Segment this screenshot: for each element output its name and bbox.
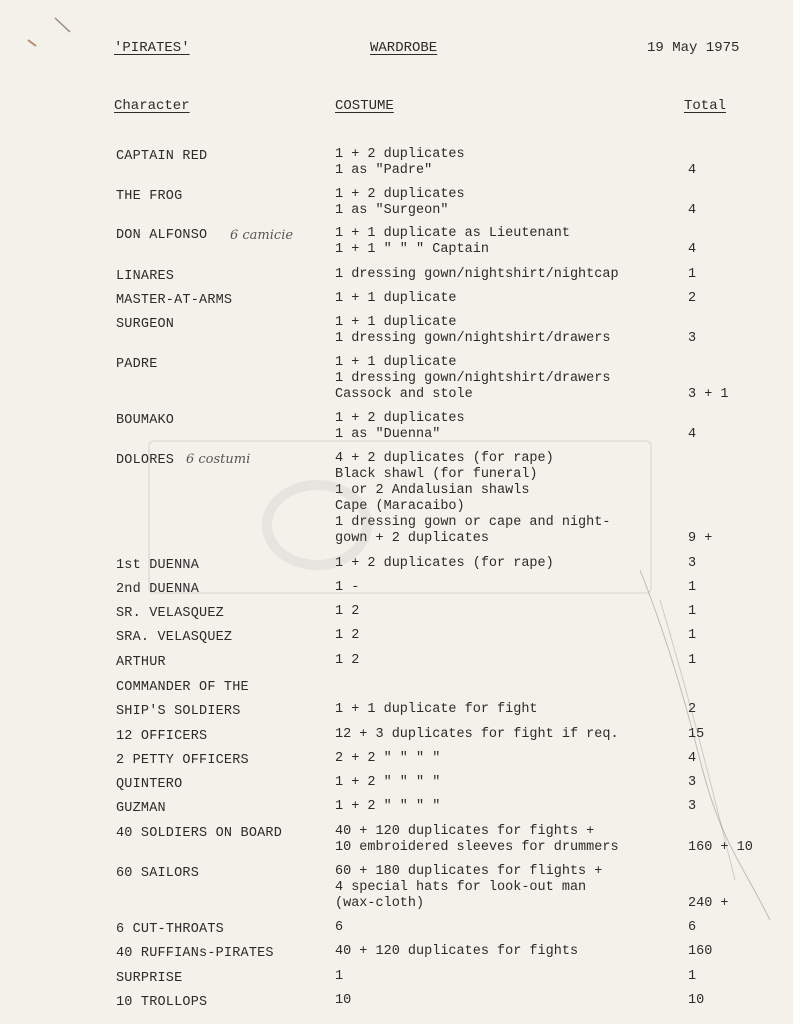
costume-line: 1 + 1 " " " Captain: [335, 242, 489, 257]
costume-line: 1 + 2 duplicates (for rape): [335, 556, 554, 571]
costume-total: 1: [688, 267, 697, 282]
costume-line: 1 dressing gown/nightshirt/drawers: [335, 371, 611, 386]
costume-total: 4: [688, 751, 697, 766]
costume-total: 1: [688, 653, 697, 668]
costume-line: gown + 2 duplicates: [335, 531, 489, 546]
character-name: 10 TROLLOPS: [116, 995, 208, 1010]
costume-description: [335, 920, 343, 936]
costume-line: Cape (Maracaibo): [335, 499, 465, 514]
character-name: DON ALFONSO: [116, 228, 208, 243]
character-name: GUZMAN: [116, 801, 166, 816]
costume-total: 3 + 1: [688, 387, 729, 402]
costume-line: 1 2: [335, 653, 360, 668]
costume-total: 3: [688, 775, 697, 790]
costume-total: 1: [688, 580, 697, 595]
costume-description: [335, 727, 619, 743]
costume-line: 1 -: [335, 580, 360, 595]
costume-line: 4 special hats for look-out man: [335, 880, 587, 895]
costume-description: [335, 864, 602, 912]
costume-description: [335, 775, 440, 791]
costume-total: 9 +: [688, 531, 713, 546]
character-name: SR. VELASQUEZ: [116, 606, 224, 621]
costume-line: 10 embroidered sleeves for drummers: [335, 840, 619, 855]
costume-line: 2 + 2 " " " ": [335, 751, 441, 766]
character-name: 60 SAILORS: [116, 866, 200, 881]
document-date: 19 May 1975: [647, 40, 740, 56]
character-name: 40 SOLDIERS ON BOARD: [116, 826, 283, 841]
costume-description: [335, 267, 619, 283]
costume-line: 1 + 2 duplicates: [335, 187, 465, 202]
column-header-total: Total: [684, 98, 727, 114]
costume-total: 4: [688, 163, 697, 178]
costume-line: 1 + 1 duplicate for fight: [335, 702, 538, 717]
costume-total: 1: [688, 604, 697, 619]
costume-description: [335, 969, 343, 985]
costume-total: 240 +: [688, 896, 729, 911]
character-name: BOUMAKO: [116, 413, 175, 428]
costume-line: 1 + 2 " " " ": [335, 799, 441, 814]
character-name: 6 CUT-THROATS: [116, 922, 224, 937]
costume-total: 4: [688, 203, 697, 218]
costume-line: 1: [335, 969, 344, 984]
character-name: LINARES: [116, 269, 175, 284]
character-name: 2 PETTY OFFICERS: [116, 753, 249, 768]
costume-total: 3: [688, 799, 697, 814]
costume-line: 1 + 1 duplicate: [335, 315, 457, 330]
character-name: 40 RUFFIANs-PIRATES: [116, 946, 274, 961]
costume-line: 1 + 2 duplicates: [335, 147, 465, 162]
costume-description: [335, 702, 538, 718]
costume-line: 6: [335, 920, 344, 935]
handwritten-note: 6 camicie: [230, 228, 294, 243]
section-title: WARDROBE: [370, 40, 438, 56]
costume-total: 2: [688, 702, 697, 717]
costume-description: [335, 451, 610, 547]
costume-description: [335, 226, 570, 258]
costume-description: [335, 580, 359, 596]
character-name: SURGEON: [116, 317, 175, 332]
costume-description: [335, 824, 619, 856]
character-name: SURPRISE: [116, 971, 183, 986]
costume-total: 4: [688, 242, 697, 257]
costume-total: 160: [688, 944, 713, 959]
character-name: DOLORES: [116, 453, 175, 468]
costume-description: [335, 751, 440, 767]
character-name: SRA. VELASQUEZ: [116, 630, 233, 645]
costume-description: [335, 556, 554, 572]
costume-description: [335, 628, 359, 644]
costume-line: 10: [335, 993, 352, 1008]
column-header-character: Character: [114, 98, 190, 114]
costume-total: 10: [688, 993, 705, 1008]
handwritten-note: 6 costumi: [186, 452, 251, 467]
costume-line: 1 + 1 duplicate: [335, 355, 457, 370]
costume-total: 3: [688, 331, 697, 346]
costume-total: 1: [688, 969, 697, 984]
costume-line: 4 + 2 duplicates (for rape): [335, 451, 554, 466]
costume-line: 1 or 2 Andalusian shawls: [335, 483, 530, 498]
costume-total: 6: [688, 920, 697, 935]
character-name: ARTHUR: [116, 655, 166, 670]
costume-description: [335, 653, 359, 669]
costume-line: 12 + 3 duplicates for fight if req.: [335, 727, 619, 742]
character-name: THE FROG: [116, 189, 183, 204]
costume-line: 1 dressing gown/nightshirt/nightcap: [335, 267, 619, 282]
character-name: QUINTERO: [116, 777, 183, 792]
costume-description: [335, 291, 457, 307]
costume-description: [335, 147, 465, 179]
costume-description: [335, 604, 359, 620]
costume-line: Cassock and stole: [335, 387, 473, 402]
character-name: 1st DUENNA: [116, 558, 200, 573]
character-name: MASTER-AT-ARMS: [116, 293, 233, 308]
costume-line: 60 + 180 duplicates for flights +: [335, 864, 603, 879]
character-name: CAPTAIN RED: [116, 149, 208, 164]
costume-line: 1 + 1 duplicate as Lieutenant: [335, 226, 570, 241]
costume-line: 1 2: [335, 628, 360, 643]
character-name: 2nd DUENNA: [116, 582, 200, 597]
character-name: 12 OFFICERS: [116, 729, 208, 744]
costume-description: [335, 355, 610, 403]
costume-total: 3: [688, 556, 697, 571]
costume-line: 40 + 120 duplicates for fights +: [335, 824, 595, 839]
costume-line: 1 as "Duenna": [335, 427, 441, 442]
costume-description: [335, 799, 440, 815]
column-header-costume: COSTUME: [335, 98, 394, 114]
costume-line: 40 + 120 duplicates for fights: [335, 944, 579, 959]
costume-total: 2: [688, 291, 697, 306]
costume-description: [335, 944, 578, 960]
costume-line: Black shawl (for funeral): [335, 467, 538, 482]
character-name: SHIP'S SOLDIERS: [116, 704, 241, 719]
costume-total: 15: [688, 727, 705, 742]
costume-description: [335, 315, 610, 347]
costume-total: 1: [688, 628, 697, 643]
costume-line: 1 as "Surgeon": [335, 203, 449, 218]
document-title: 'PIRATES': [114, 40, 190, 56]
costume-line: 1 as "Padre": [335, 163, 433, 178]
character-name: PADRE: [116, 357, 158, 372]
costume-total: 160 + 10: [688, 840, 753, 855]
costume-line: 1 + 2 " " " ": [335, 775, 441, 790]
character-name: COMMANDER OF THE: [116, 680, 249, 695]
costume-line: 1 + 1 duplicate: [335, 291, 457, 306]
costume-description: [335, 187, 465, 219]
costume-line: (wax-cloth): [335, 896, 425, 911]
costume-line: 1 2: [335, 604, 360, 619]
costume-description: [335, 993, 351, 1009]
costume-line: 1 + 2 duplicates: [335, 411, 465, 426]
costume-description: [335, 411, 465, 443]
costume-line: 1 dressing gown or cape and night-: [335, 515, 611, 530]
costume-line: 1 dressing gown/nightshirt/drawers: [335, 331, 611, 346]
costume-total: 4: [688, 427, 697, 442]
